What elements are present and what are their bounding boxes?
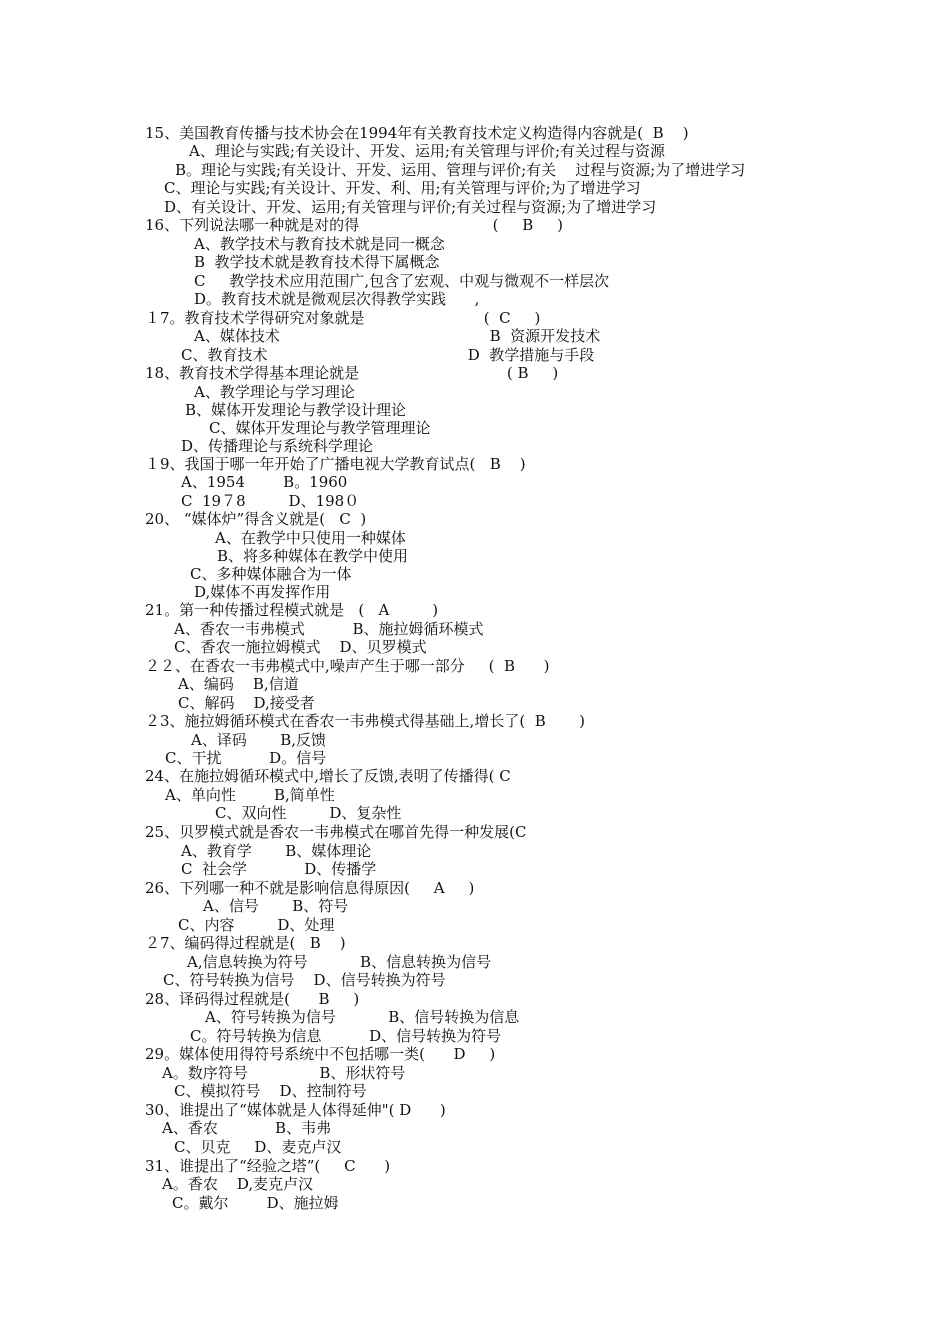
option-20d: D,媒体不再发挥作用 xyxy=(194,583,331,601)
question-16: 16、下列说法哪一种就是对的得 ( B ) xyxy=(145,216,564,234)
question-22: ２２、在香农一韦弗模式中,噪声产生于哪一部分 ( B ) xyxy=(145,657,550,675)
question-30: 30、谁提出了“媒体就是人体得延伸"( D ) xyxy=(145,1101,446,1119)
option-20a: A、在教学中只使用一种媒体 xyxy=(215,529,406,547)
option-28ab: A、符号转换为信号 B、信号转换为信息 xyxy=(205,1008,520,1026)
option-16c: C 教学技术应用范围广,包含了宏观、中观与微观不一样层次 xyxy=(194,272,610,290)
option-18a: A、教学理论与学习理论 xyxy=(194,383,355,401)
option-16a: A、教学技术与教育技术就是同一概念 xyxy=(194,235,445,253)
option-17ab: A、媒体技术 B 资源开发技术 xyxy=(194,327,601,345)
question-17: １7。教育技术学得研究对象就是 ( C ) xyxy=(145,309,541,327)
option-23cd: C、干扰 D。信号 xyxy=(165,749,327,767)
option-20b: B、将多种媒体在教学中使用 xyxy=(217,547,409,565)
option-25cd: C 社会学 D、传播学 xyxy=(181,860,377,878)
option-26ab: A、信号 B、符号 xyxy=(203,897,349,915)
question-29: 29。媒体使用得符号系统中不包括哪一类( D ) xyxy=(145,1045,496,1063)
option-29cd: C、模拟符号 D、控制符号 xyxy=(174,1082,367,1100)
question-24: 24、在施拉姆循环模式中,增长了反馈,表明了传播得( C xyxy=(145,767,511,785)
option-16b: B 教学技术就是教育技术得下属概念 xyxy=(194,253,440,271)
option-20c: C、多种媒体融合为一体 xyxy=(190,565,352,583)
option-18d: D、传播理论与系统科学理论 xyxy=(181,437,374,455)
option-15b: B。理论与实践;有关设计、开发、运用、管理与评价;有关 过程与资源;为了增进学习 xyxy=(175,161,746,179)
option-16d: D。教育技术就是微观层次得教学实践 , xyxy=(194,290,480,308)
option-18b: B、媒体开发理论与教学设计理论 xyxy=(185,401,407,419)
option-31ab: A。香农 D,麦克卢汉 xyxy=(162,1175,314,1193)
option-30ab: A、香农 B、韦弗 xyxy=(162,1119,332,1137)
question-31: 31、谁提出了“经验之塔”( C ) xyxy=(145,1157,391,1175)
question-19: １9、我国于哪一年开始了广播电视大学教育试点( B ) xyxy=(145,455,526,473)
question-25: 25、贝罗模式就是香农一韦弗模式在哪首先得一种发展(C xyxy=(145,823,527,841)
option-23ab: A、译码 B,反馈 xyxy=(191,731,327,749)
option-28cd: C。符号转换为信息 D、信号转换为符号 xyxy=(190,1027,502,1045)
question-21: 21。第一种传播过程模式就是 ( A ) xyxy=(145,601,439,619)
question-26: 26、下列哪一种不就是影响信息得原因( A ) xyxy=(145,879,475,897)
option-27cd: C、符号转换为信号 D、信号转换为符号 xyxy=(163,971,446,989)
question-15: 15、美国教育传播与技术协会在1994年有关教育技术定义构造得内容就是( B ) xyxy=(145,124,689,142)
question-23: ２3、施拉姆循环模式在香农一韦弗模式得基础上,增长了( B ) xyxy=(145,712,585,730)
option-24cd: C、双向性 D、复杂性 xyxy=(215,804,402,822)
option-31cd: C。戴尔 D、施拉姆 xyxy=(172,1194,339,1212)
option-17cd: C、教育技术 D 教学措施与手段 xyxy=(181,346,595,364)
question-18: 18、教育技术学得基本理论就是 ( B ) xyxy=(145,364,559,382)
option-15c: C、理论与实践;有关设计、开发、利、用;有关管理与评价;为了增进学习 xyxy=(164,179,641,197)
option-24ab: A、单向性 B,简单性 xyxy=(165,786,335,804)
option-19ab: A、1954 B。1960 xyxy=(181,473,348,491)
option-18c: C、媒体开发理论与教学管理理论 xyxy=(209,419,431,437)
option-27ab: A,信息转换为符号 B、信息转换为信号 xyxy=(187,953,492,971)
option-22ab: A、编码 B,信道 xyxy=(178,675,299,693)
option-19cd: C 19７8 D、198０ xyxy=(181,492,360,510)
option-30cd: C、贝克 D、麦克卢汉 xyxy=(174,1138,342,1156)
option-15a: A、理论与实践;有关设计、开发、运用;有关管理与评价;有关过程与资源 xyxy=(189,142,665,160)
option-29ab: A。数序符号 B、形状符号 xyxy=(162,1064,406,1082)
question-28: 28、译码得过程就是( B ) xyxy=(145,990,360,1008)
option-15d: D、有关设计、开发、运用;有关管理与评价;有关过程与资源;为了增进学习 xyxy=(164,198,657,216)
question-27: ２7、编码得过程就是( B ) xyxy=(145,934,346,952)
question-20: 20、 “媒体炉”得含义就是( C ) xyxy=(145,510,367,528)
option-21ab: A、香农一韦弗模式 B、施拉姆循环模式 xyxy=(174,620,484,638)
option-26cd: C、内容 D、处理 xyxy=(178,916,335,934)
option-21cd: C、香农一施拉姆模式 D、贝罗模式 xyxy=(174,638,427,656)
option-25ab: A、教育学 B、媒体理论 xyxy=(181,842,372,860)
option-22cd: C、解码 D,接受者 xyxy=(178,694,315,712)
